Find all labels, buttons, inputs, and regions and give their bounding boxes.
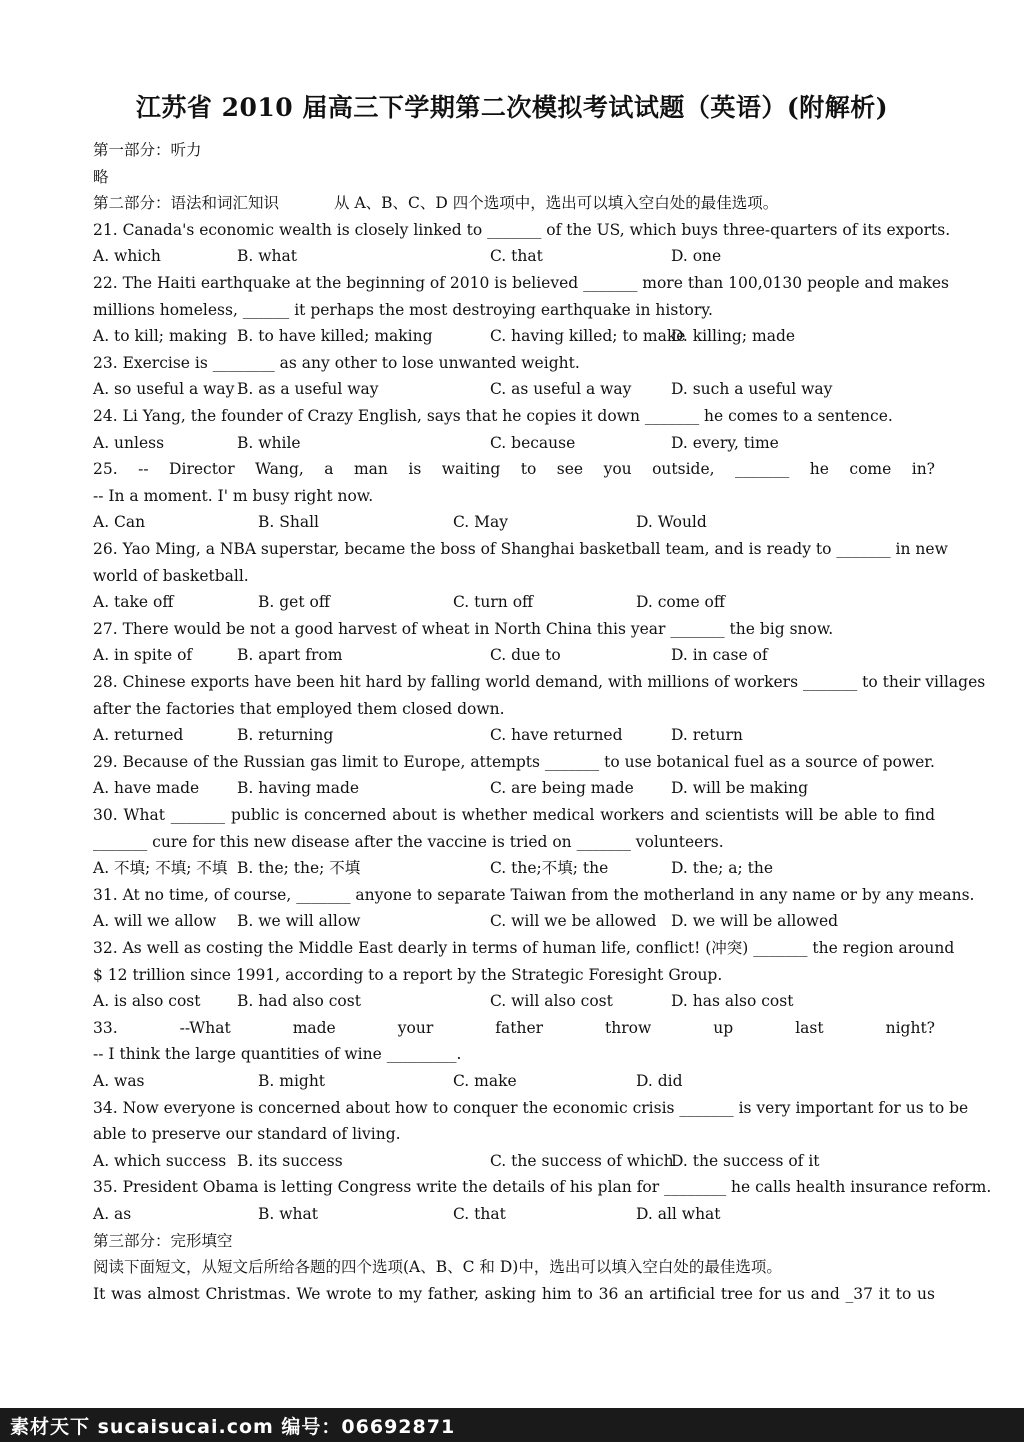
question-text: _______ cure for this new disease after the vaccine is tried on _______ volunteers. [93,832,724,851]
question-text: 28. Chinese exports have been hit hard by falling world demand, with millions of workers _______ to their villages [93,673,986,691]
question-text: 32. As well as costing the Middle East dearly in terms of human life, conflict! (冲突) _______ the region around [93,939,955,957]
answer-option: A. have made [93,779,200,798]
question-text: 26. Yao Ming, a NBA superstar, became the boss of Shanghai basketball team, and is ready to _______ in new [93,540,948,558]
question-text: 27. There would be not a good harvest of wheat in North China this year _______ the big snow. [93,619,834,638]
answer-option: C. make [453,1072,517,1090]
option-row [93,911,935,931]
question-text: 21. Canada's economic wealth is closely linked to _______ of the US, which buys three-quarters of its exports. [93,220,951,239]
option-row [93,991,935,1011]
answer-option: B. what [258,1205,318,1223]
answer-option: C. the success of which [490,1151,674,1170]
answer-option: B. returning [237,726,334,745]
question-text: after the factories that employed them closed down. [93,699,505,718]
question-text: $ 12 trillion since 1991, according to a report by the Strategic Foresight Group. [93,965,723,984]
answer-option: D. we will be allowed [671,912,839,931]
section-heading-label: 第二部分：语法和词汇知识 [93,194,280,213]
question-text: able to preserve our standard of living. [93,1125,401,1144]
option-row [93,858,935,878]
answer-option: D. has also cost [671,992,794,1011]
answer-option: B. had also cost [237,992,361,1011]
question-text: 33. --What made your father throw up last night? [93,1018,935,1037]
answer-option: A. Can [93,513,146,532]
section-instruction: 阅读下面短文，从短文后所给各题的四个选项(A、B、C 和 D)中，选出可以填入空白处的最佳选项。 [93,1258,782,1277]
answer-option: C. that [453,1205,506,1223]
answer-option: A. returned [93,726,184,745]
question-text: -- I think the large quantities of wine _________. [93,1045,462,1064]
answer-option: B. its success [237,1151,343,1170]
option-row [93,512,935,532]
answer-option: C. as useful a way [490,380,632,399]
answer-option: A. so useful a way [93,380,235,399]
answer-option: B. the; the; 不填 [237,859,361,878]
answer-option: B. having made [237,779,360,798]
section-note: 略 [93,167,109,186]
option-row [93,326,935,346]
answer-option: B. while [237,433,301,452]
answer-option: D. did [636,1072,683,1090]
question-text: 31. At no time, of course, _______ anyone to separate Taiwan from the motherland in any name or by any means. [93,885,975,904]
answer-option: C. have returned [490,726,623,745]
option-row [93,379,935,399]
option-row [93,725,935,745]
answer-option: B. we will allow [237,912,361,931]
option-row [93,1204,935,1224]
option-row [93,433,935,453]
question-text: 30. What _______ public is concerned about is whether medical workers and scientists will be able to find [93,806,935,824]
question-text: 23. Exercise is ________ as any other to lose unwanted weight. [93,353,580,372]
option-row [93,1151,935,1171]
answer-option: B. might [258,1072,326,1090]
question-text: 34. Now everyone is concerned about how to conquer the economic crisis _______ is very important for us to be [93,1098,969,1117]
answer-option: A. which success [93,1151,227,1170]
answer-option: D. the; a; the [671,859,774,878]
answer-option: B. get off [258,593,330,612]
option-row [93,645,935,665]
answer-option: C. will we be allowed [490,912,657,931]
answer-option: C. will also cost [490,992,613,1011]
question-text: 35. President Obama is letting Congress write the details of his plan for ________ he calls health insurance reform. [93,1178,992,1197]
answer-option: C. because [490,433,576,452]
question-text: world of basketball. [93,566,249,585]
answer-option: B. what [237,247,297,266]
answer-option: A. is also cost [93,992,201,1011]
question-text: -- In a moment. I' m busy right now. [93,486,374,505]
question-text: 25. -- Director Wang, a man is waiting to see you outside, _______ he come in? [93,460,935,479]
answer-option: C. the;不填; the [490,859,609,878]
answer-option: C. are being made [490,779,634,798]
passage-text: It was almost Christmas. We wrote to my father, asking him to 36 an artificial tree for us and _37 it to us [93,1284,935,1303]
answer-option: D. one [671,247,722,266]
answer-option: D. return [671,726,743,745]
answer-option: C. that [490,247,543,266]
answer-option: C. due to [490,646,561,665]
answer-option: A. take off [93,593,174,612]
question-text: 24. Li Yang, the founder of Crazy English, says that he copies it down _______ he comes to a sentence. [93,407,893,425]
watermark-bar [0,1408,1024,1442]
answer-option: D. every, time [671,433,779,452]
answer-option: A. in spite of [93,646,193,665]
answer-option: B. Shall [258,513,320,532]
answer-option: C. turn off [453,593,534,612]
answer-option: D. will be making [671,779,809,798]
answer-option: C. May [453,513,509,532]
question-text: millions homeless, ______ it perhaps the most destroying earthquake in history. [93,300,713,319]
answer-option: A. will we allow [93,912,217,931]
answer-option: C. having killed; to make [490,327,686,346]
answer-option: A. which [93,247,161,266]
answer-option: D. all what [636,1205,721,1223]
answer-option: B. apart from [237,646,343,665]
watermark-text: 素材天下 sucaisucai.com 编号：06692871 [10,1416,456,1438]
section-instruction: 从 A、B、C、D 四个选项中，选出可以填入空白处的最佳选项。 [334,194,779,213]
question-text: 22. The Haiti earthquake at the beginning of 2010 is believed _______ more than 100,0130 people and makes [93,274,950,292]
answer-option: B. as a useful way [237,380,379,399]
option-row [93,246,935,266]
answer-option: A. as [93,1205,132,1223]
option-row [93,1071,935,1091]
answer-option: D. such a useful way [671,380,833,399]
answer-option: D. the success of it [671,1151,820,1170]
answer-option: D. killing; made [671,327,796,346]
page-title: 江苏省 2010 届高三下学期第二次模拟考试试题（英语）(附解析) [135,93,889,122]
section-heading: 第三部分：完形填空 [93,1231,233,1250]
answer-option: A. to kill; making [93,327,228,346]
answer-option: A. unless [93,433,165,452]
answer-option: A. 不填; 不填; 不填 [93,859,228,878]
answer-option: D. in case of [671,646,768,665]
answer-option: B. to have killed; making [237,327,433,346]
option-row [93,778,935,798]
question-text: 29. Because of the Russian gas limit to Europe, attempts _______ to use botanical fuel as a source of power. [93,752,935,771]
answer-option: A. was [93,1072,145,1090]
answer-option: D. Would [636,513,707,532]
section-heading: 第一部分：听力 [93,141,202,159]
section-heading [93,193,935,213]
answer-option: D. come off [636,593,725,612]
option-row [93,592,935,612]
